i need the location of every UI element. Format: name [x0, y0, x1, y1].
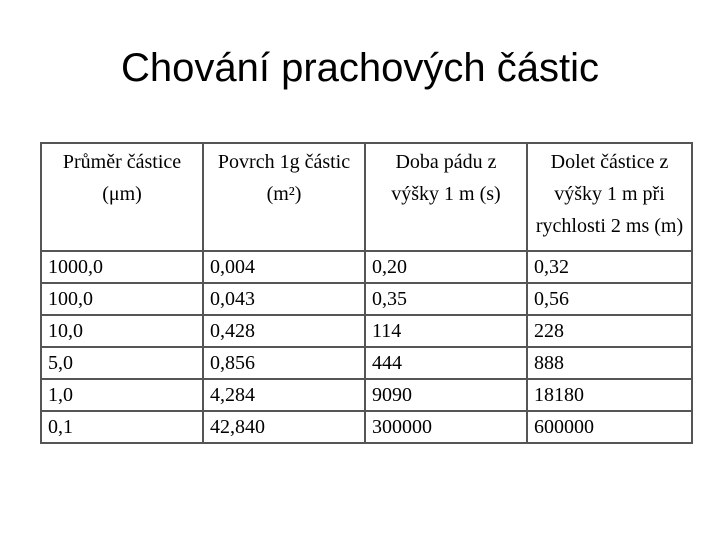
cell-fall-time: 0,20: [365, 251, 527, 283]
cell-diameter: 0,1: [41, 411, 203, 443]
header-diameter: Průměr částice (μm): [41, 143, 203, 251]
cell-surface: 4,284: [203, 379, 365, 411]
cell-travel-distance: 18180: [527, 379, 692, 411]
table-row: [41, 283, 692, 315]
cell-surface: 0,004: [203, 251, 365, 283]
table-row: [41, 315, 692, 347]
slide-title: Chování prachových částic: [120, 46, 599, 90]
table-row: [41, 379, 692, 411]
cell-fall-time: 0,35: [365, 283, 527, 315]
cell-travel-distance: 888: [527, 347, 692, 379]
cell-fall-time: 444: [365, 347, 527, 379]
cell-surface: 42,840: [203, 411, 365, 443]
cell-diameter: 10,0: [41, 315, 203, 347]
cell-travel-distance: 600000: [527, 411, 692, 443]
cell-fall-time: 114: [365, 315, 527, 347]
table-row: [41, 411, 692, 443]
table-row: [41, 347, 692, 379]
cell-diameter: 100,0: [41, 283, 203, 315]
particle-table: [40, 142, 693, 444]
table-row: [41, 251, 692, 283]
header-surface: Povrch 1g částic (m²): [203, 143, 365, 251]
cell-fall-time: 300000: [365, 411, 527, 443]
cell-surface: 0,043: [203, 283, 365, 315]
cell-surface: 0,428: [203, 315, 365, 347]
cell-travel-distance: 0,32: [527, 251, 692, 283]
header-fall-time: Doba pádu z výšky 1 m (s): [365, 143, 527, 251]
cell-travel-distance: 0,56: [527, 283, 692, 315]
cell-diameter: 1,0: [41, 379, 203, 411]
table-header-row: [41, 143, 692, 251]
cell-fall-time: 9090: [365, 379, 527, 411]
header-travel-distance: Dolet částice z výšky 1 m při rychlosti 2 ms (m): [527, 143, 692, 251]
cell-diameter: 5,0: [41, 347, 203, 379]
cell-diameter: 1000,0: [41, 251, 203, 283]
cell-travel-distance: 228: [527, 315, 692, 347]
cell-surface: 0,856: [203, 347, 365, 379]
